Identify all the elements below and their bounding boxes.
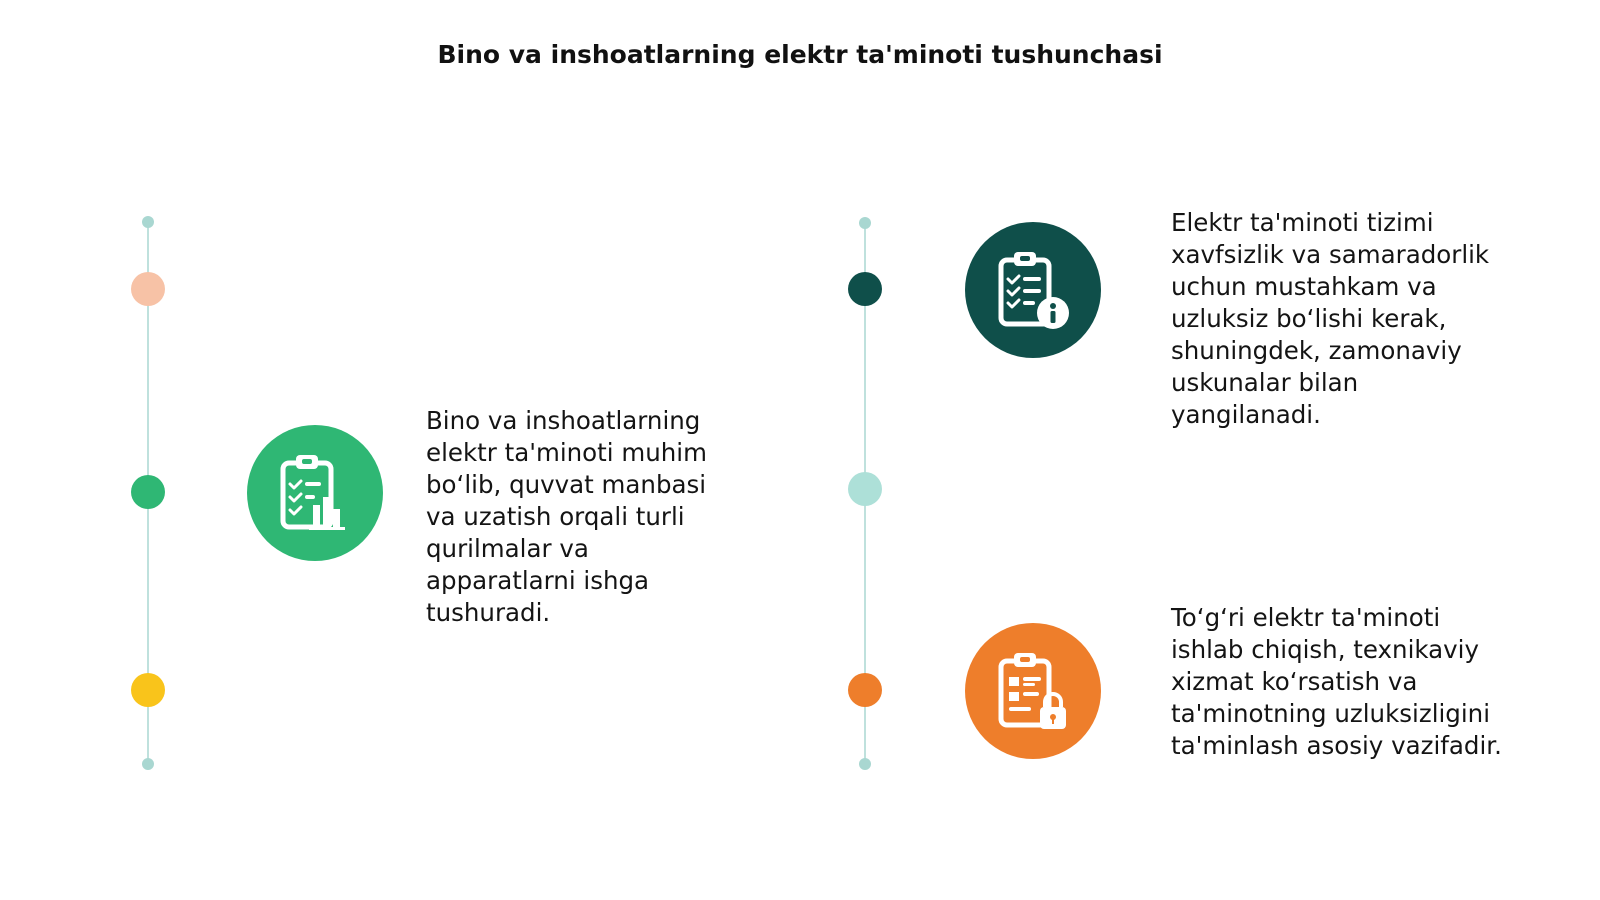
right-timeline-bottom-cap — [859, 758, 871, 770]
right-node-dark-teal — [848, 272, 882, 306]
item-1-text: Bino va inshoatlarning elektr ta'minoti muhim bo‘lib, quvvat manbasi va uzatish orqali turli qurilmalar va apparatlarni ishga tushuradi. — [426, 406, 707, 627]
right-timeline-top-cap — [859, 217, 871, 229]
right-node-mint — [848, 472, 882, 506]
left-timeline-top-cap — [142, 216, 154, 228]
right-node-orange — [848, 673, 882, 707]
left-timeline-bottom-cap — [142, 758, 154, 770]
item-3-text: To‘g‘ri elektr ta'minoti ishlab chiqish, texnikaviy xizmat ko‘rsatish va ta'minotning uzluksizligini ta'minlash asosiy vazifadir. — [1171, 603, 1502, 760]
left-node-green — [131, 475, 165, 509]
item-2-text: Elektr ta'minoti tizimi xavfsizlik va samaradorlik uchun mustahkam va uzluksiz bo‘lishi kerak, shuningdek, zamonaviy uskunalar bilan yangilanadi. — [1171, 208, 1490, 429]
badge-green — [247, 425, 383, 561]
badge-orange — [965, 623, 1101, 759]
clipboard-info-icon — [965, 222, 1101, 358]
clipboard-lock-icon — [965, 623, 1101, 759]
left-node-peach — [131, 272, 165, 306]
left-node-yellow — [131, 673, 165, 707]
clipboard-chart-icon — [247, 425, 383, 561]
badge-dark-teal — [965, 222, 1101, 358]
page-title: Bino va inshoatlarning elektr ta'minoti tushunchasi — [437, 40, 1163, 69]
